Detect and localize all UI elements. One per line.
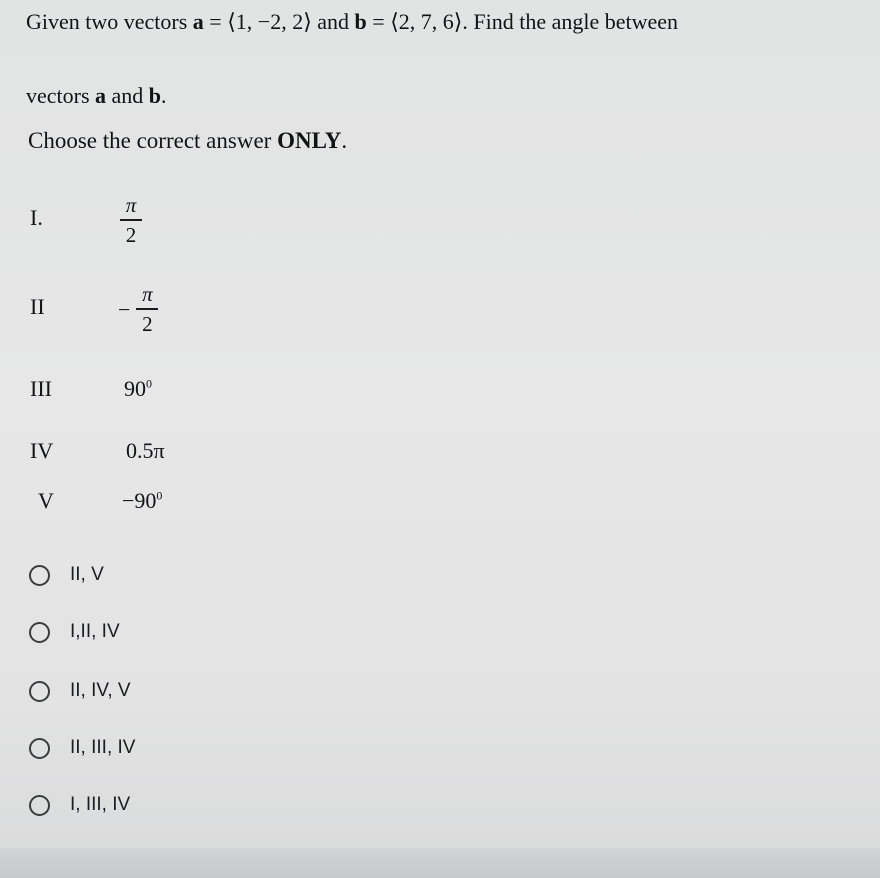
option-numeral: IV — [30, 438, 54, 463]
radio-button[interactable] — [29, 622, 50, 643]
option-value-text: 90 — [124, 376, 146, 401]
line2-vector-a: a — [95, 83, 107, 108]
option-value — [124, 376, 152, 402]
option-value-sup: 0 — [146, 376, 152, 391]
line2-period: . — [161, 83, 167, 108]
option-value-text: 0.5π — [126, 438, 165, 463]
option-numeral: I. — [30, 205, 43, 230]
option-numeral: V — [38, 488, 54, 513]
option-value-sup: 0 — [156, 488, 163, 503]
option-value-text: −90 — [122, 488, 157, 513]
choice-option-4[interactable] — [29, 733, 135, 763]
choice-label: II, IV, V — [70, 680, 131, 701]
instruction-suffix: . — [341, 128, 348, 153]
choice-label: II, V — [70, 564, 104, 585]
instruction-prefix: Choose the correct answer — [28, 128, 278, 153]
question-line2-prefix: vectors — [26, 83, 96, 108]
option-value — [118, 284, 158, 335]
question-line-2 — [26, 78, 167, 114]
vector-b-symbol: b — [354, 9, 367, 34]
minus-sign: − — [118, 296, 131, 322]
choice-option-2[interactable] — [29, 617, 120, 647]
radio-button[interactable] — [29, 795, 50, 816]
question-suffix: . Find the angle between — [462, 9, 679, 34]
option-numeral: II — [30, 294, 45, 319]
fraction — [120, 195, 142, 246]
question-connector: and — [317, 9, 355, 34]
vector-b-components: = ⟨2, 7, 6⟩ — [366, 9, 463, 34]
bottom-edge — [0, 848, 880, 878]
option-value — [126, 438, 165, 464]
instruction-emphasis: ONLY — [277, 128, 342, 153]
choice-label: II, III, IV — [70, 737, 136, 758]
option-value — [120, 195, 142, 246]
option-numeral: III — [30, 376, 52, 401]
fraction-numerator: π — [125, 193, 137, 217]
question-prefix: Given two vectors — [26, 9, 193, 34]
vector-a-components: = ⟨1, −2, 2⟩ — [203, 9, 312, 34]
radio-button[interactable] — [29, 681, 50, 702]
choice-label: I, III, IV — [70, 794, 131, 815]
vector-a-symbol: a — [192, 9, 204, 34]
fraction-denominator: 2 — [125, 223, 137, 247]
question-line-1 — [26, 4, 678, 40]
radio-button[interactable] — [29, 738, 50, 759]
line2-and: and — [106, 83, 149, 108]
fraction-denominator: 2 — [142, 312, 153, 336]
fraction-numerator: π — [142, 282, 153, 306]
line2-vector-b: b — [148, 83, 162, 108]
choice-option-5[interactable] — [29, 790, 130, 820]
choice-option-3[interactable] — [29, 676, 131, 706]
radio-button[interactable] — [29, 565, 50, 586]
fraction — [136, 284, 158, 335]
choice-option-1[interactable] — [29, 560, 104, 590]
instruction-text — [28, 128, 347, 154]
option-value — [122, 488, 162, 514]
choice-label: I,II, IV — [70, 621, 120, 642]
